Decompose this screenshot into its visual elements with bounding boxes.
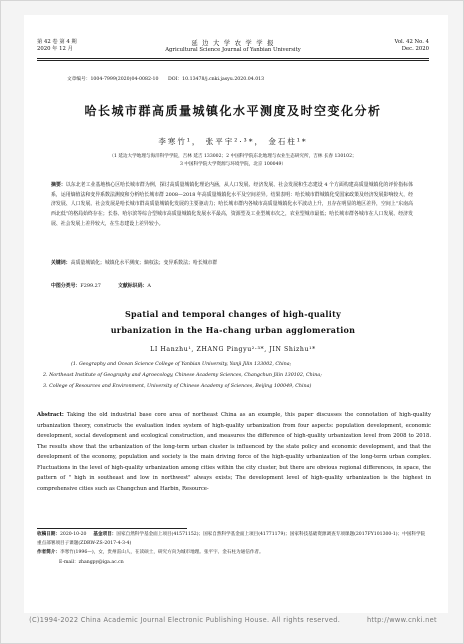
date-cn: 2020 年 12 月 (37, 46, 73, 52)
header-rule-thin (37, 60, 429, 61)
doi: DOI：10.13478/j.cnki.jasyu.2020.04.013 (168, 77, 265, 82)
footnote-rule (37, 528, 187, 529)
page-footer (1, 616, 464, 624)
date-en: Dec. 2020 (401, 46, 429, 52)
clc-value: F299.27 (80, 283, 101, 289)
fund-label: 基金项目： (93, 532, 117, 537)
affiliation-line: 3. College of Resources and Environment, University of Chinese Academy of Sciences, Beijing 100049, China) (43, 384, 312, 389)
abstract-text: Taking the old industrial base core area of northeast China as an example, this paper discusses the connotation of high-quality urbanization theory, constructs the evaluation index system of high-quality urbanization from four aspects: population development, economic development, social development and ecological construction, and measures the difference of high-quality urbanization level from 2008 to 2018. The results show that the urbanization of the long-term urban cluster is influenced by the state policy and economic development, and that the development of the economy, population and society is the main driving force of the high-quality urbanization of the long-term urban complex. Fluctuations in the level of high-quality urbanization among cities within the city cluster, but there are obvious regional differences, in space, the pattern of " high in southeast and low in northwest" always exists; The development level of high-quality urbanization is the highest in comprehensive cities such as Changchun and Harbin, Resource- (37, 412, 432, 492)
english-title-line: Spatial and temporal changes of high-quality (124, 309, 342, 319)
author-label: 作者简介： (37, 550, 60, 556)
abstract-label: 摘要： (51, 182, 66, 188)
chinese-authors: 李寒竹¹， 张平宇²·³*， 金石柱¹* (158, 137, 308, 146)
header-left (37, 39, 77, 53)
classification-line (51, 283, 413, 290)
affiliation-line: (1. Geography and Ocean Science College of Yanbian University, Yanji Jilin 133002, China; (71, 362, 292, 367)
footnote-author (37, 548, 429, 557)
copyright-text: (C)1994-2022 China Academic Journal Electronic Publishing House. All rights reserved. (29, 616, 341, 624)
header-right (395, 39, 429, 53)
abstract-text: 以东北老工业基地核心区哈长城市群为例，探讨高质量城镇化理论内涵，从人口发展、经济发展、社会发展和生态建设 4 个方面构建高质量城镇化的评价指标体系，运用熵值法和变异系数法测度和分析哈长城市群 2008—2018 年高质量城镇化水平及空间差异。结果表明：哈长城市群城镇化受国家政策及经济发展影响较大，经济发展、人口发展、社会发展是哈长城市群高质量城镇化发展的主要驱动力；哈长城市群内各城市高质量城镇化水平波动上升，且存在明显的地区差异，空间上“东南高西北低”的格局始终存在；长春、哈尔滨等综合型城市高质量城镇化发展水平最高，资源型及工业型城市次之，农业型城市最低；哈长城市群各城市在人口发展、经济发展、社会发展上差异较大，在生态建设上差异较小。 (51, 182, 413, 227)
doc-code-value: A (147, 283, 151, 289)
journal-name-en: Agricultural Science Journal of Yanbian University (165, 47, 301, 53)
volume-cn: 第 42 卷 第 4 期 (37, 39, 77, 45)
cnki-link[interactable]: http://www.cnki.net (366, 616, 437, 624)
author-text: 李寒竹(1996—)，女，贵州雷山人，在读硕士，研究方向为城市地理。张平宇、金石柱为通信作者。 (59, 550, 264, 556)
affiliation-line: （1 延边大学地理与海洋科学学院，吉林 延吉 133002；2 中国科学院东北地理与农业生态研究所，吉林 长春 130102； (109, 154, 357, 159)
english-abstract (37, 410, 431, 494)
english-title (37, 306, 429, 338)
volume-en: Vol. 42 No. 4 (394, 39, 429, 45)
chinese-title: 哈长城市群高质量城镇化水平测度及时空变化分析 (84, 104, 382, 118)
english-title-line: urbanization in the Ha-chang urban agglomeration (110, 325, 356, 335)
affiliation-line: 3 中国科学院大学资源与环境学院，北京 100049） (179, 162, 287, 167)
journal-name-cn: 延 边 大 学 农 学 学 报 (191, 39, 275, 47)
chinese-keywords (51, 259, 413, 267)
chinese-abstract (51, 181, 413, 230)
english-affiliations (41, 359, 425, 392)
footnote-email: E-mail：zhangpy@iga.ac.cn (59, 559, 124, 565)
header-rule (37, 58, 429, 59)
fund-text: 国家自然科学基金面上项目(41571152)；国家自然科学基金面上项目(41771179)；国家科技基础资源调查专项课题(2017FY101300-1)；中国科学院重点部署项目子课题(ZDRW-ZS-2017-4-3-4) (37, 532, 426, 547)
clc-label: 中图分类号： (51, 283, 81, 289)
keywords-text: 高质量城镇化；城镇化水平测度；熵权法；变异系数法；哈长城市群 (70, 260, 218, 266)
received-date: 2020-10-20 (59, 532, 87, 537)
footnotes (37, 530, 429, 567)
keywords-label: 关键词： (51, 260, 71, 266)
article-number: 文章编号：1004-7999(2020)04-0082-10 (67, 77, 159, 82)
doc-code-label: 文献标识码： (118, 283, 148, 289)
article-meta (67, 77, 397, 83)
received-label: 收稿日期： (37, 532, 60, 537)
chinese-affiliations (61, 153, 405, 169)
footnote-received (37, 530, 429, 548)
abstract-label: Abstract: (37, 412, 64, 418)
english-authors: LI Hanzhu¹, ZHANG Pingyu²·³*, JIN Shizhu¹* (150, 346, 316, 353)
affiliation-line: 2. Northeast Institute of Geography and Agroecology, Chinese Academy Sciences, Changchun Jilin 130102, China; (43, 373, 322, 378)
